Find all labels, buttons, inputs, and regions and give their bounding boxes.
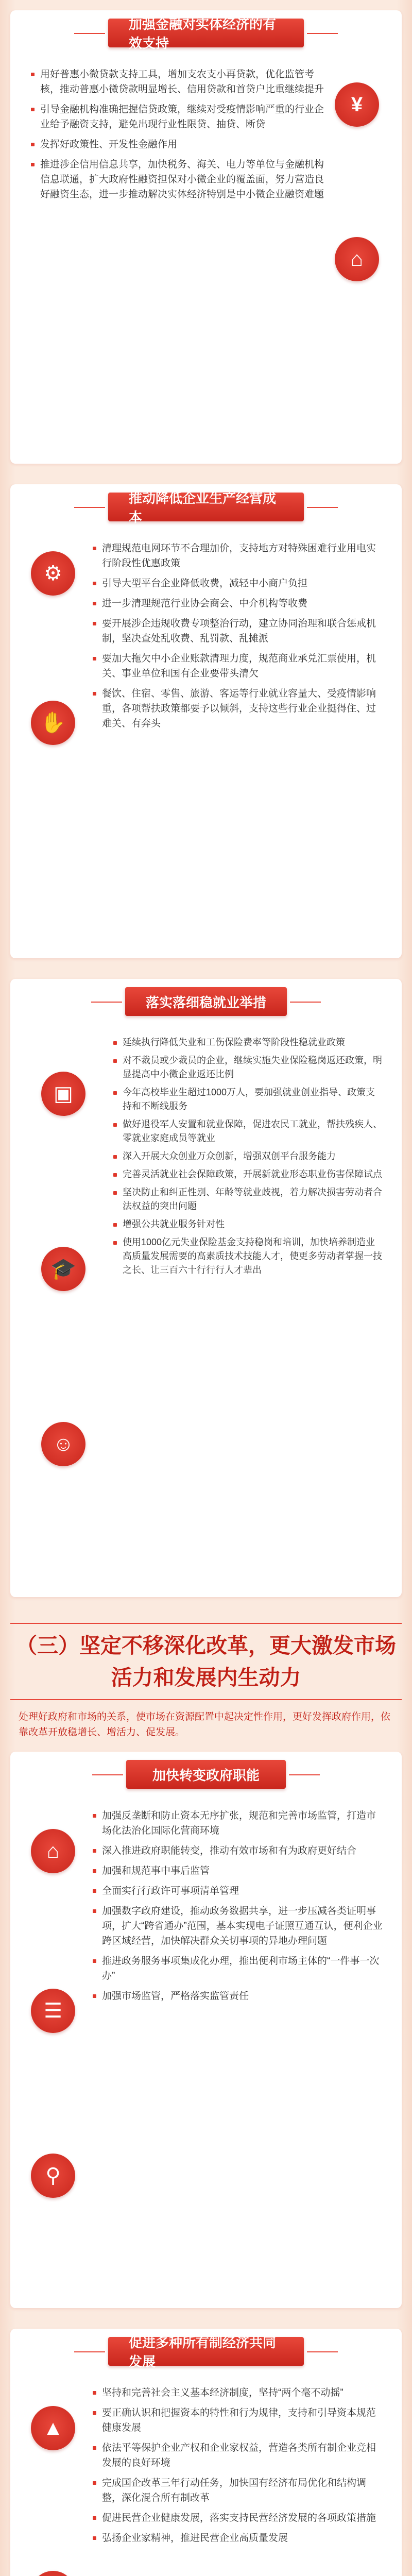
panel-reduce-costs bbox=[10, 484, 402, 958]
list-item: 弘扬企业家精神，推进民营企业高质量发展 bbox=[93, 2531, 384, 2546]
handshake-icon: ✋ bbox=[31, 701, 75, 745]
list-item: 深入开展大众创业万众创新，增强双创平台服务能力 bbox=[113, 1149, 384, 1163]
briefcase-icon: ▣ bbox=[41, 1072, 85, 1116]
list-item: 加强数字政府建设，推动政务数据共享，进一步压减各类证明事项，扩大“跨省通办”范围，基本实现电子证照互通互认，便利企业跨区域经营，加快解决群众关切事项的异地办理问题 bbox=[93, 1904, 384, 1948]
panel-ownership-economy bbox=[10, 2329, 402, 2576]
list-item: 要正确认识和把握资本的特性和行为规律，支持和引导资本规范健康发展 bbox=[93, 2405, 384, 2435]
list-item: 推进政务服务事项集成化办理，推出便利市场主体的“一件事一次办” bbox=[93, 1954, 384, 1984]
list-item: 增强公共就业服务针对性 bbox=[113, 1217, 384, 1231]
list-item: 推进涉企信用信息共享，加快税务、海关、电力等单位与金融机构信息联通，扩大政府性融资担保对小微企业的覆盖面，努力营造良好融资生态，进一步推动解决实体经济特别是中小微企业融资难题 bbox=[31, 157, 324, 202]
list-item: 引导大型平台企业降低收费，减轻中小商户负担 bbox=[93, 576, 384, 591]
government-functions-list bbox=[93, 1808, 384, 2009]
coin-stack-icon: ¥ bbox=[335, 82, 379, 127]
list-item: 促进民营企业健康发展，落实支持民营经济发展的各项政策措施 bbox=[93, 2511, 384, 2526]
shield-icon bbox=[31, 2571, 75, 2576]
list-item: 要加大拖欠中小企业账款清理力度，规范商业承兑汇票使用，机关、事业单位和国有企业要带头清欠 bbox=[93, 651, 384, 681]
list-item: 加强反垄断和防止资本无序扩张，规范和完善市场监管，打造市场化法治化国际化营商环境 bbox=[93, 1808, 384, 1838]
factory-icon: ⚙ bbox=[31, 551, 75, 596]
document-icon: ☰ bbox=[31, 1989, 75, 2033]
worker-icon: ☺ bbox=[41, 1422, 85, 1466]
list-item: 依法平等保护企业产权和企业家权益，营造各类所有制企业竞相发展的良好环境 bbox=[93, 2441, 384, 2470]
list-item: 清理规范电网环节不合理加价，支持地方对特殊困难行业用电实行阶段性优惠政策 bbox=[93, 541, 384, 571]
graduate-icon: 🎓 bbox=[41, 1247, 85, 1291]
list-item: 进一步清理规范行业协会商会、中介机构等收费 bbox=[93, 596, 384, 611]
panel-title-ownership-economy: 促进多种所有制经济共同发展 bbox=[108, 2337, 304, 2366]
list-item: 全面实行行政许可事项清单管理 bbox=[93, 1884, 384, 1899]
list-item: 使用1000亿元失业保险基金支持稳岗和培训，加快培养制造业高质量发展需要的高素质技术技能人才，使更多劳动者掌握一技之长、让三百六十行行行人才辈出 bbox=[113, 1235, 384, 1277]
section-heading-reform bbox=[10, 1623, 402, 1700]
panel-title-government-functions: 加快转变政府职能 bbox=[126, 1760, 286, 1789]
government-building-icon: ⌂ bbox=[31, 1829, 75, 1873]
list-item: 餐饮、住宿、零售、旅游、客运等行业就业容量大、受疫情影响重，各项帮扶政策都要予以倾斜，支持这些行业企业挺得住、过难关、有奔头 bbox=[93, 686, 384, 731]
list-item: 做好退役军人安置和就业保障，促进农民工就业，帮扶残疾人、零就业家庭成员等就业 bbox=[113, 1117, 384, 1145]
list-item: 用好普惠小微贷款支持工具，增加支农支小再贷款，优化监管考核，推动普惠小微贷款明显增长、信用贷款和首贷户比重继续提升 bbox=[31, 67, 324, 97]
bank-building-icon: ⌂ bbox=[335, 237, 379, 281]
list-item: 坚持和完善社会主义基本经济制度，坚持“两个毫不动摇” bbox=[93, 2385, 384, 2400]
employment-list bbox=[113, 1036, 384, 1281]
list-item: 发挥好政策性、开发性金融作用 bbox=[31, 137, 324, 152]
magnifier-icon: ⚲ bbox=[31, 2154, 75, 2198]
list-item: 要开展涉企违规收费专项整治行动，建立协同治理和联合惩戒机制，坚决查处乱收费、乱罚款、乱摊派 bbox=[93, 616, 384, 646]
list-item: 完善灵活就业社会保障政策，开展新就业形态职业伤害保障试点 bbox=[113, 1167, 384, 1181]
list-item: 对不裁员或少裁员的企业，继续实施失业保险稳岗返还政策，明显提高中小微企业返还比例 bbox=[113, 1054, 384, 1081]
panel-employment bbox=[10, 979, 402, 1597]
list-item: 深入推进政府职能转变，推动有效市场和有为政府更好结合 bbox=[93, 1843, 384, 1858]
panel-government-functions bbox=[10, 1752, 402, 2308]
list-item: 延续执行降低失业和工伤保险费率等阶段性稳就业政策 bbox=[113, 1036, 384, 1049]
ownership-economy-list bbox=[93, 2385, 384, 2551]
panel-financial-support bbox=[10, 10, 402, 464]
list-item: 完成国企改革三年行动任务，加快国有经济布局优化和结构调整，深化混合所有制改革 bbox=[93, 2476, 384, 2505]
list-item: 加强和规范事中事后监管 bbox=[93, 1863, 384, 1878]
panel-title-financial-support: 加强金融对实体经济的有效支持 bbox=[108, 19, 304, 47]
financial-support-list bbox=[31, 67, 324, 207]
list-item: 加强市场监管，严格落实监管责任 bbox=[93, 1989, 384, 2004]
section-intro-reform: 处理好政府和市场的关系，使市场在资源配置中起决定性作用，更好发挥政府作用，依靠改革开放稳增长、增活力、促发展。 bbox=[19, 1711, 391, 1738]
list-item: 今年高校毕业生超过1000万人，要加强就业创业指导、政策支持和不断线服务 bbox=[113, 1086, 384, 1113]
chart-growth-icon: ▲ bbox=[31, 2406, 75, 2450]
reduce-costs-list bbox=[93, 541, 384, 736]
panel-title-employment: 落实落细稳就业举措 bbox=[125, 987, 287, 1016]
list-item: 引导金融机构准确把握信贷政策，继续对受疫情影响严重的行业企业给予融资支持，避免出现行业性限贷、抽贷、断贷 bbox=[31, 102, 324, 132]
list-item: 坚决防止和纠正性别、年龄等就业歧视，着力解决损害劳动者合法权益的突出问题 bbox=[113, 1185, 384, 1213]
section-title-reform: （三）坚定不移深化改革，更大激发市场活力和发展内生动力 bbox=[16, 1633, 396, 1690]
panel-title-reduce-costs: 推动降低企业生产经营成本 bbox=[108, 493, 304, 521]
